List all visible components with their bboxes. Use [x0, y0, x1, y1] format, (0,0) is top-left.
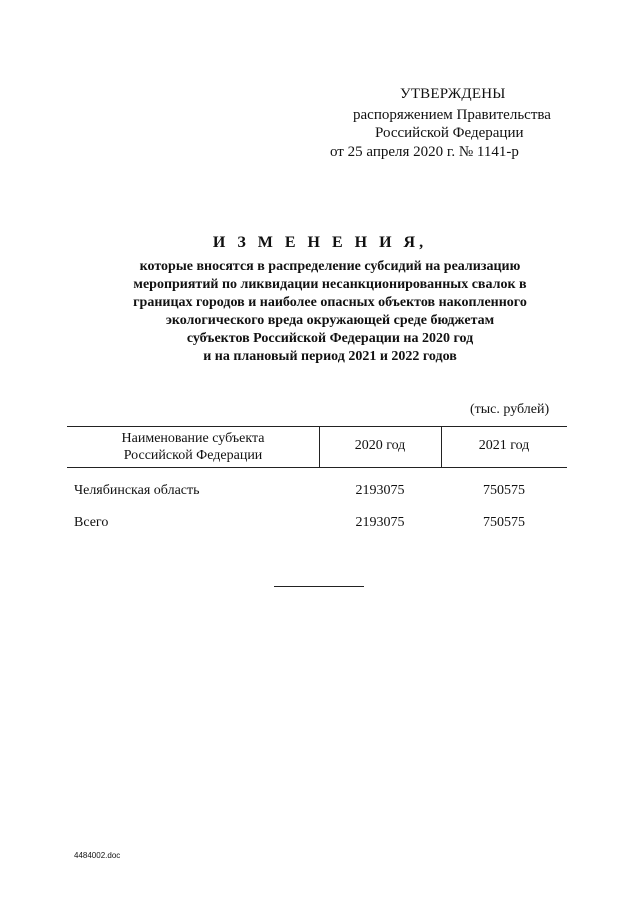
- subtitle-line: границах городов и наиболее опасных объектов накопленного: [133, 295, 527, 310]
- table-top-rule: [67, 426, 567, 427]
- subtitle-line: которые вносятся в распределение субсидий на реализацию: [139, 259, 521, 274]
- approval-line-2: Российской Федерации: [375, 125, 524, 141]
- subtitle-line: и на плановый период 2021 и 2022 годов: [203, 349, 457, 364]
- row-value-2021: 750575: [483, 483, 525, 498]
- approval-line-1: распоряжением Правительства: [353, 107, 551, 123]
- document-subtitle: [60, 258, 600, 366]
- end-of-document-rule: [274, 586, 364, 587]
- header-subject-line-2: Российской Федерации: [123, 448, 263, 463]
- file-name-footer: 4484002.doc: [74, 851, 121, 860]
- unit-label: (тыс. рублей): [470, 402, 550, 417]
- table-header-bottom-rule: [67, 467, 567, 468]
- subtitle-line: экологического вреда окружающей среде бюджетам: [165, 313, 495, 328]
- approval-title: УТВЕРЖДЕНЫ: [400, 86, 506, 102]
- row-subject-name: Челябинская область: [74, 483, 200, 498]
- header-subject-line-1: Наименование субъекта: [121, 431, 265, 446]
- subtitle-line: мероприятий по ликвидации несанкционированных свалок в: [133, 277, 527, 292]
- subtitle-line: субъектов Российской Федерации на 2020 год: [186, 331, 474, 346]
- header-subject-name: [67, 430, 319, 464]
- approval-line-3: от 25 апреля 2020 г. № 1141-р: [330, 144, 519, 160]
- row-value-2021: 750575: [483, 515, 525, 530]
- row-value-2020: 2193075: [355, 515, 405, 530]
- header-year-2020: 2020 год: [354, 438, 406, 453]
- document-title: И З М Е Н Е Н И Я,: [212, 234, 428, 251]
- header-year-2021: 2021 год: [478, 438, 530, 453]
- row-subject-name: Всего: [74, 515, 109, 530]
- table-row: [67, 483, 567, 503]
- row-value-2020: 2193075: [355, 483, 405, 498]
- table-row-total: [67, 515, 567, 535]
